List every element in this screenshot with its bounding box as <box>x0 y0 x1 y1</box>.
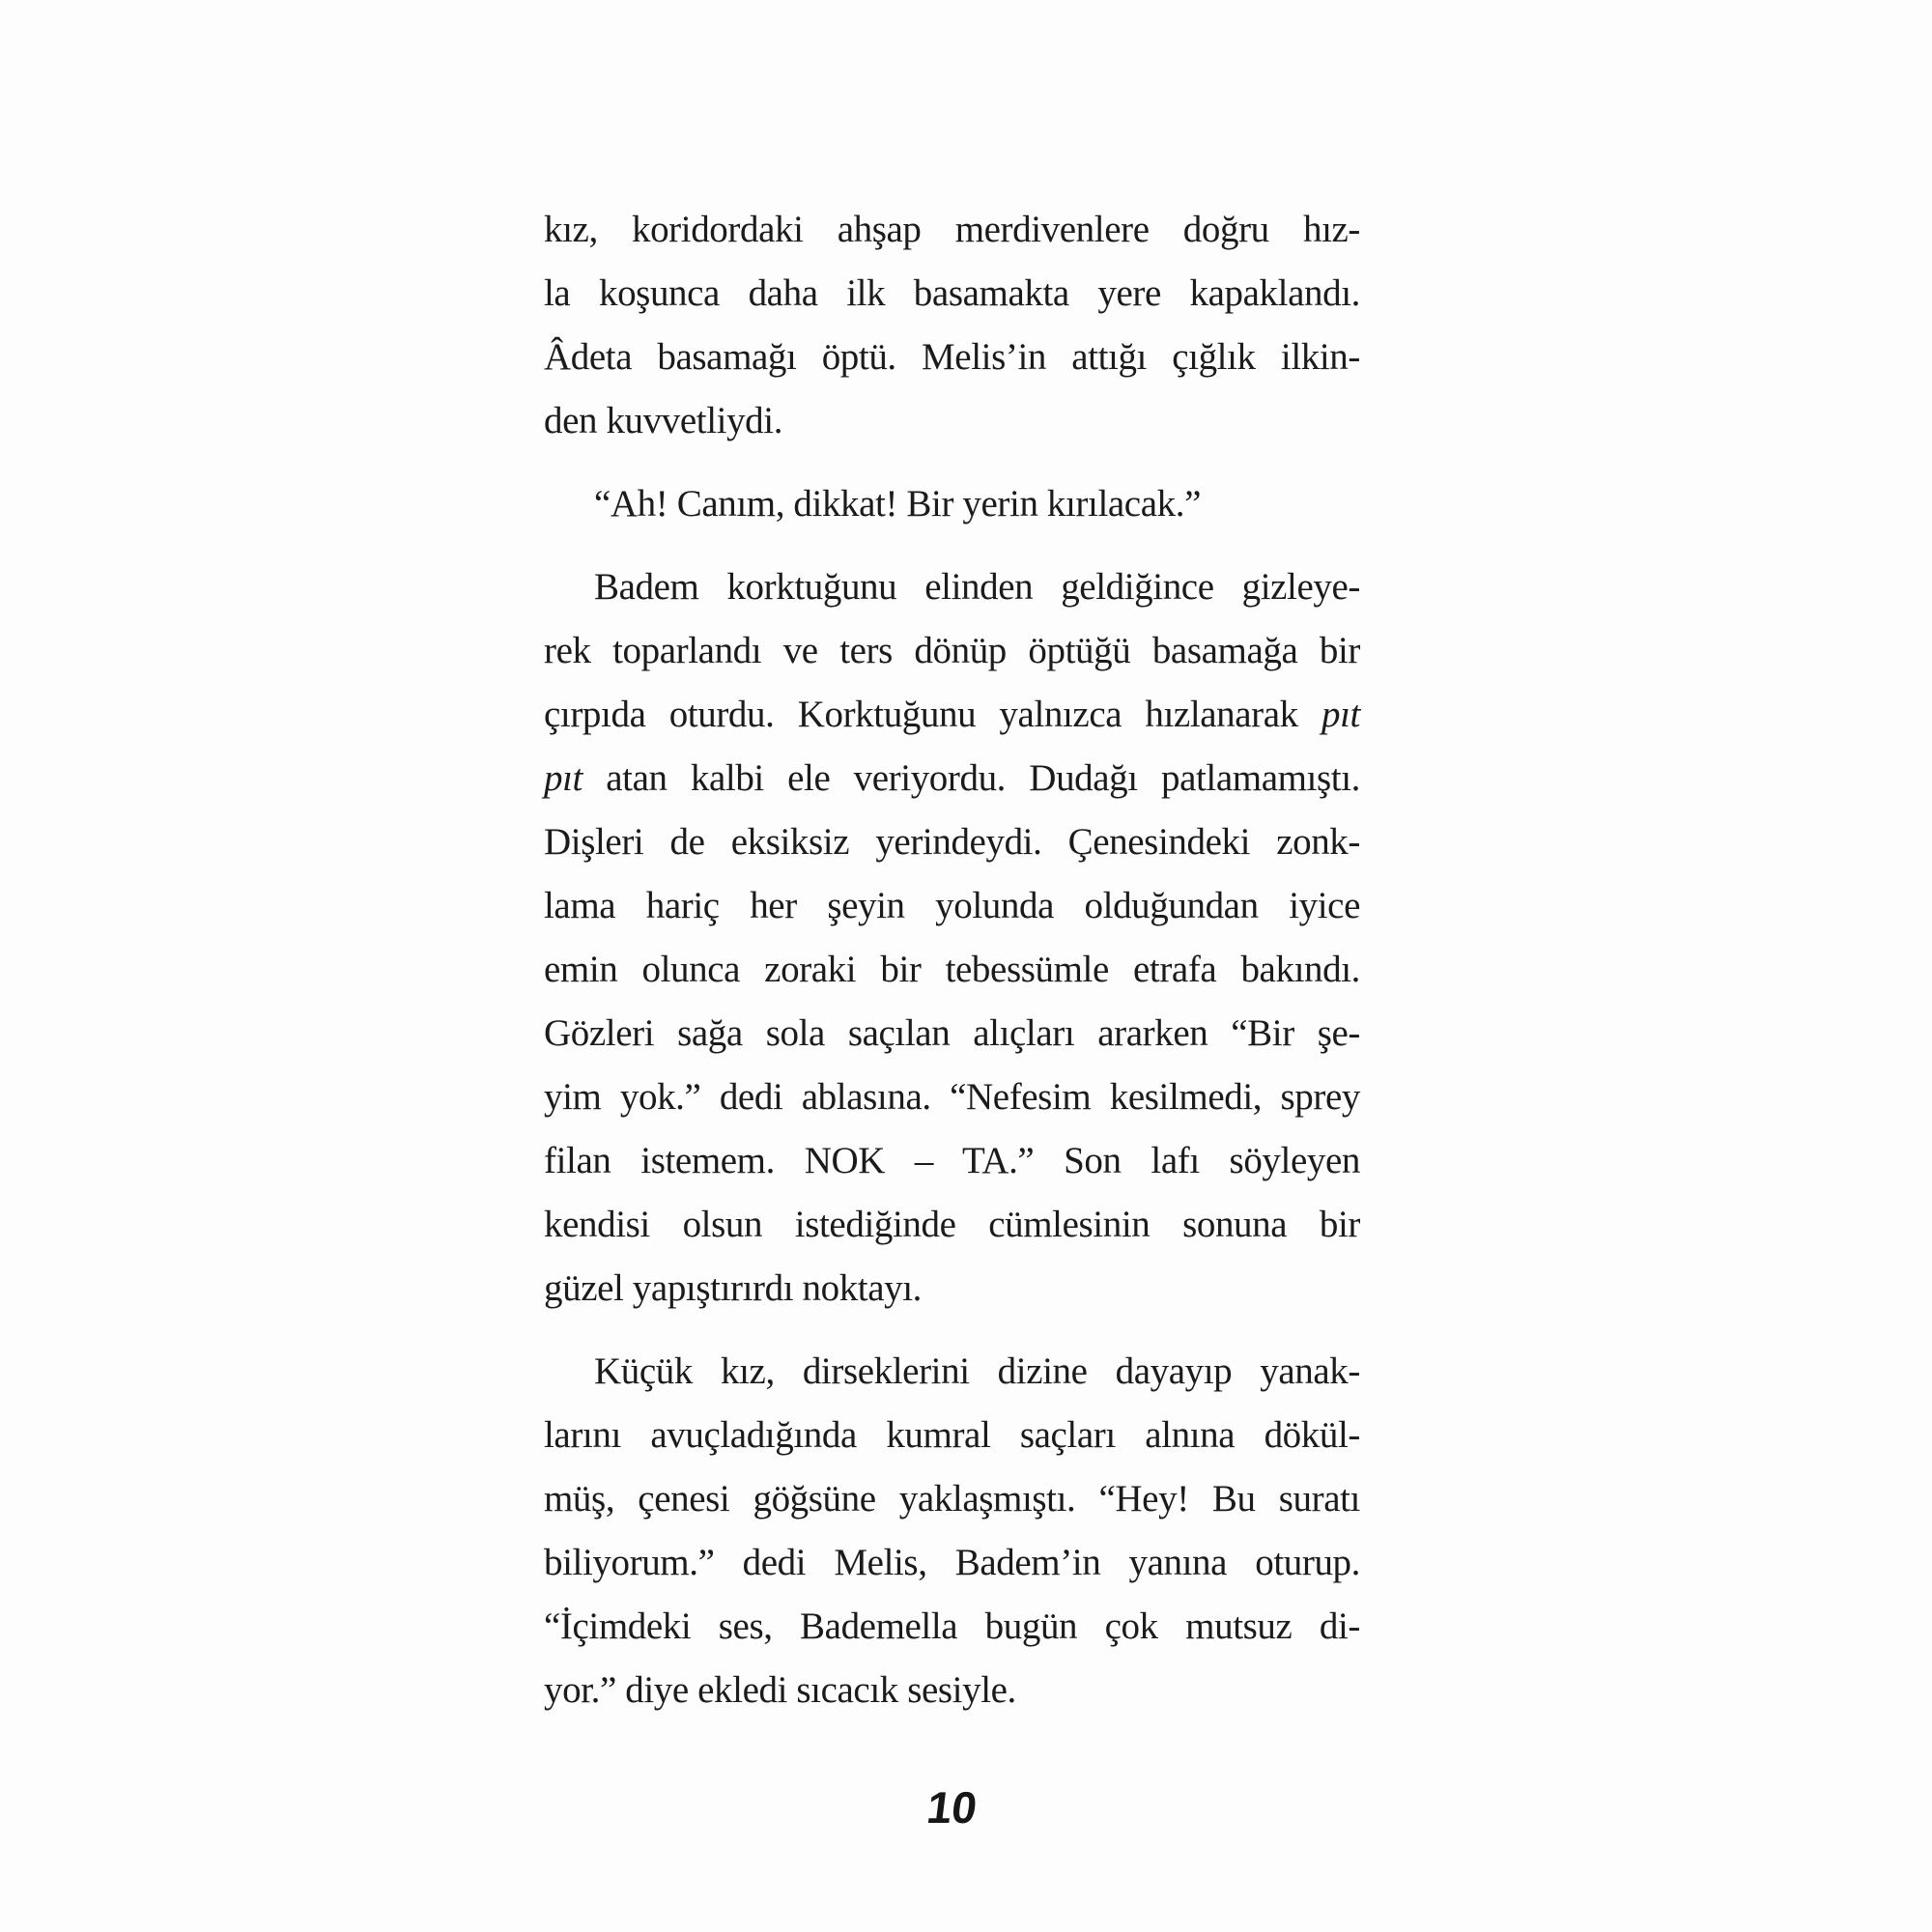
text-segment: Badem korktuğunu elinden geldiğince gizleye- <box>594 566 1360 608</box>
text-line <box>544 1340 1360 1404</box>
text-segment: larını avuçladığında kumral saçları alnına dökül- <box>544 1414 1360 1456</box>
text-segment: kız, koridordaki ahşap merdivenlere doğru hız- <box>544 209 1360 250</box>
text-line <box>544 1467 1360 1531</box>
text-segment: Âdeta basamağı öptü. Melis’in attığı çığlık ilkin- <box>544 336 1360 378</box>
text-segment: la koşunca daha ilk basamakta yere kapaklandı. <box>544 272 1360 314</box>
text-line <box>544 938 1360 1002</box>
text-line <box>544 1531 1360 1595</box>
text-segment: atan kalbi ele veriyordu. Dudağı patlamamıştı. <box>582 757 1360 799</box>
text-line <box>544 1257 1360 1321</box>
text-line <box>544 198 1360 262</box>
text-line <box>544 555 1360 619</box>
text-segment: Gözleri sağa sola saçılan alıçları ararken “Bir şe- <box>544 1012 1360 1054</box>
text-line <box>544 472 1360 536</box>
paragraph <box>544 472 1360 536</box>
text-line <box>544 1129 1360 1193</box>
text-segment: Küçük kız, dirseklerini dizine dayayıp yanak- <box>594 1350 1360 1392</box>
text-segment: den kuvvetliydi. <box>544 400 783 441</box>
text-line <box>544 1659 1360 1722</box>
page-number <box>541 1782 1363 1833</box>
text-segment: yim yok.” dedi ablasına. “Nefesim kesilmedi, sprey <box>544 1076 1360 1118</box>
text-segment: “Ah! Canım, dikkat! Bir yerin kırılacak.” <box>594 483 1201 525</box>
text-line <box>544 1002 1360 1065</box>
text-line <box>544 1065 1360 1129</box>
text-line <box>544 1404 1360 1467</box>
text-segment: “İçimdeki ses, Bademella bugün çok mutsuz di- <box>544 1605 1360 1647</box>
text-line <box>544 389 1360 453</box>
page-text <box>544 198 1360 1722</box>
text-line <box>544 810 1360 874</box>
italic-text: pıt <box>544 757 582 799</box>
page-number-value: 10 <box>923 1782 980 1833</box>
paragraph <box>544 555 1360 1321</box>
text-segment: Dişleri de eksiksiz yerindeydi. Çenesindeki zonk- <box>544 821 1360 863</box>
paragraph <box>544 198 1360 453</box>
text-line <box>544 747 1360 810</box>
text-segment: müş, çenesi göğsüne yaklaşmıştı. “Hey! Bu suratı <box>544 1478 1360 1520</box>
text-line <box>544 326 1360 389</box>
text-line <box>544 1595 1360 1659</box>
italic-text: pıt <box>1321 694 1360 735</box>
paragraph <box>544 1340 1360 1722</box>
text-segment: filan istemem. NOK – TA.” Son lafı söyleyen <box>544 1140 1360 1181</box>
text-line <box>544 874 1360 938</box>
text-segment: çırpıda oturdu. Korktuğunu yalnızca hızlanarak <box>544 694 1322 735</box>
text-segment: emin olunca zoraki bir tebessümle etrafa bakındı. <box>544 949 1360 990</box>
text-line <box>544 619 1360 683</box>
text-segment: güzel yapıştırırdı noktayı. <box>544 1267 923 1309</box>
text-segment: biliyorum.” dedi Melis, Badem’in yanına oturup. <box>544 1542 1360 1583</box>
text-segment: rek toparlandı ve ters dönüp öptüğü basamağa bir <box>544 630 1360 671</box>
text-segment: kendisi olsun istediğinde cümlesinin sonuna bir <box>544 1204 1360 1245</box>
text-line <box>544 262 1360 326</box>
text-line <box>544 1193 1360 1257</box>
text-segment: lama hariç her şeyin yolunda olduğundan iyice <box>544 885 1360 926</box>
text-line <box>544 683 1360 747</box>
text-segment: yor.” diye ekledi sıcacık sesiyle. <box>544 1669 1016 1711</box>
